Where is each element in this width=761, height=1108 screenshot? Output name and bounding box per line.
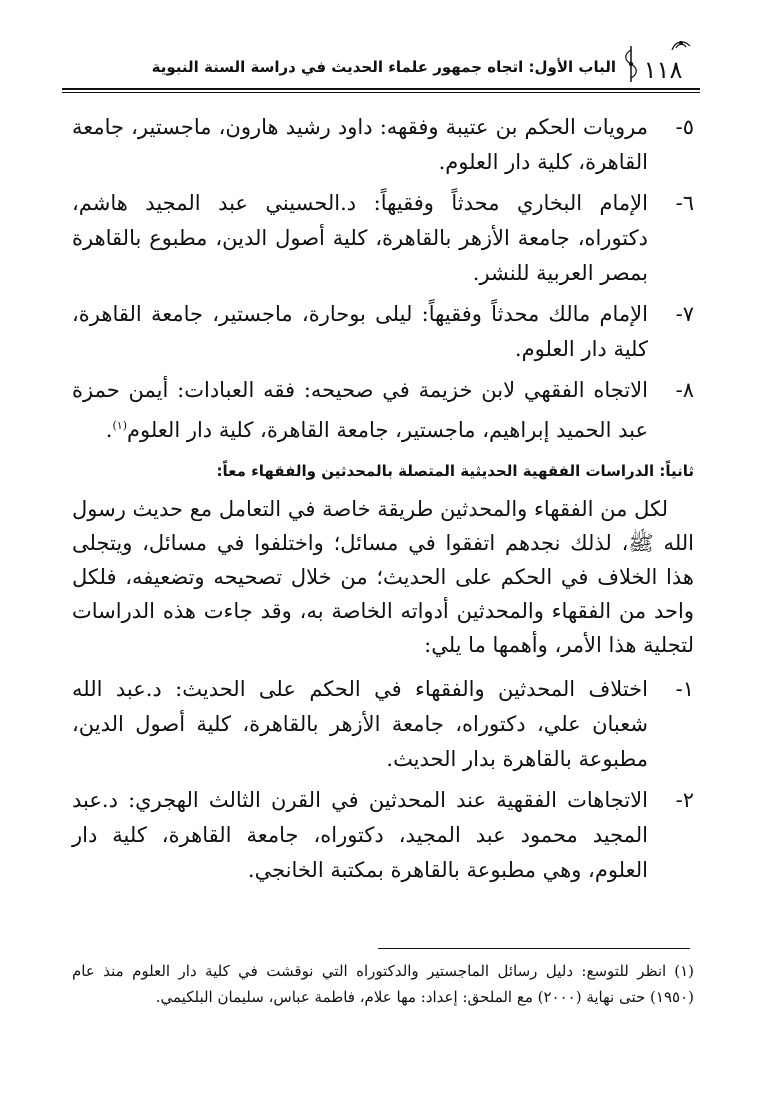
item-text: الإمام مالك محدثاً وفقيهاً: ليلى بوحارة، ماجستير، جامعة القاهرة، كلية دار العلوم. (72, 302, 648, 361)
body-paragraph: لكل من الفقهاء والمحدثين طريقة خاصة في التعامل مع حديث رسول الله ﷺ، لذلك نجدهم اتفقوا في مسائل؛ واختلفوا في مسائل، ويتجلى هذا الخلاف في الحكم على الحديث؛ من خلال تصحيحه وتضعيفه، فلكل واحد من الفقهاء والمحدثين أدواته الخاصة به، وقد جاءت هذه الدراسات لتجلية هذا الأمر، وأهمها ما يلي: (72, 497, 695, 657)
footnote (72, 958, 694, 1010)
footnote-text: انظر للتوسع: دليل رسائل الماجستير والدكتوراه التي نوقشت في كلية دار العلوم منذ عام (١٩٥٠) حتى نهاية (٢٠٠٠) مع الملحق: إعداد: مها علام، فاطمة عباس، سليمان البلكيمي. (72, 962, 694, 1006)
page-header (62, 44, 700, 94)
section-heading: ثانياً: الدراسات الفقهية الحديثية المتصلة بالمحدثين والفقهاء معاً: (216, 462, 694, 480)
item-text: مرويات الحكم بن عتيبة وفقهه: داود رشيد هارون، ماجستير، جامعة القاهرة، كلية دار العلوم. (72, 115, 648, 174)
list-item (72, 783, 694, 888)
list-item (72, 186, 694, 291)
item-number: ٦- (675, 191, 694, 215)
running-title: الباب الأول: اتجاه جمهور علماء الحديث في دراسة السنة النبوية (151, 58, 616, 76)
item-number: ٨- (675, 378, 694, 402)
item-text: الاتجاهات الفقهية عند المحدثين في القرن الثالث الهجري: د.عبد المجيد محمود عبد المجيد، دكتوراه، جامعة القاهرة، كلية دار العلوم، وهي مطبوعة بالقاهرة بمكتبة الخانجي. (72, 788, 648, 882)
item-number: ٥- (675, 115, 694, 139)
footnote-reference[interactable]: (١) (112, 419, 127, 432)
footnote-number: (١) (674, 962, 694, 980)
list-item (72, 373, 694, 448)
page-number: ١١٨ (643, 56, 683, 84)
item-number: ٧- (675, 302, 694, 326)
item-text-tail: . (105, 418, 113, 442)
list-item (72, 110, 694, 180)
footnote-separator (378, 948, 690, 949)
item-text: الإمام البخاري محدثاً وفقيهاً: د.الحسيني عبد المجيد هاشم، دكتوراه، جامعة الأزهر بالقاهرة، كلية أصول الدين، مطبوع بالقاهرة بمصر العربية للنشر. (72, 191, 648, 285)
item-text: الاتجاه الفقهي لابن خزيمة في صحيحه: فقه العبادات: أيمن حمزة عبد الحميد إبراهيم، ماجستير، جامعة القاهرة، كلية دار العلوم (72, 378, 648, 442)
main-content (72, 110, 694, 894)
header-rule (62, 88, 700, 90)
divider-ornament-icon (620, 44, 642, 84)
item-text: اختلاف المحدثين والفقهاء في الحكم على الحديث: د.عبد الله شعبان علي، دكتوراه، جامعة الأزهر بالقاهرة، كلية أصول الدين، مطبوعة بالقاهرة بدار الحديث. (72, 677, 648, 771)
item-number: ١- (675, 677, 694, 701)
item-number: ٢- (675, 788, 694, 812)
list-item (72, 297, 694, 367)
header-rule-thin (62, 92, 700, 93)
list-item (72, 672, 694, 777)
